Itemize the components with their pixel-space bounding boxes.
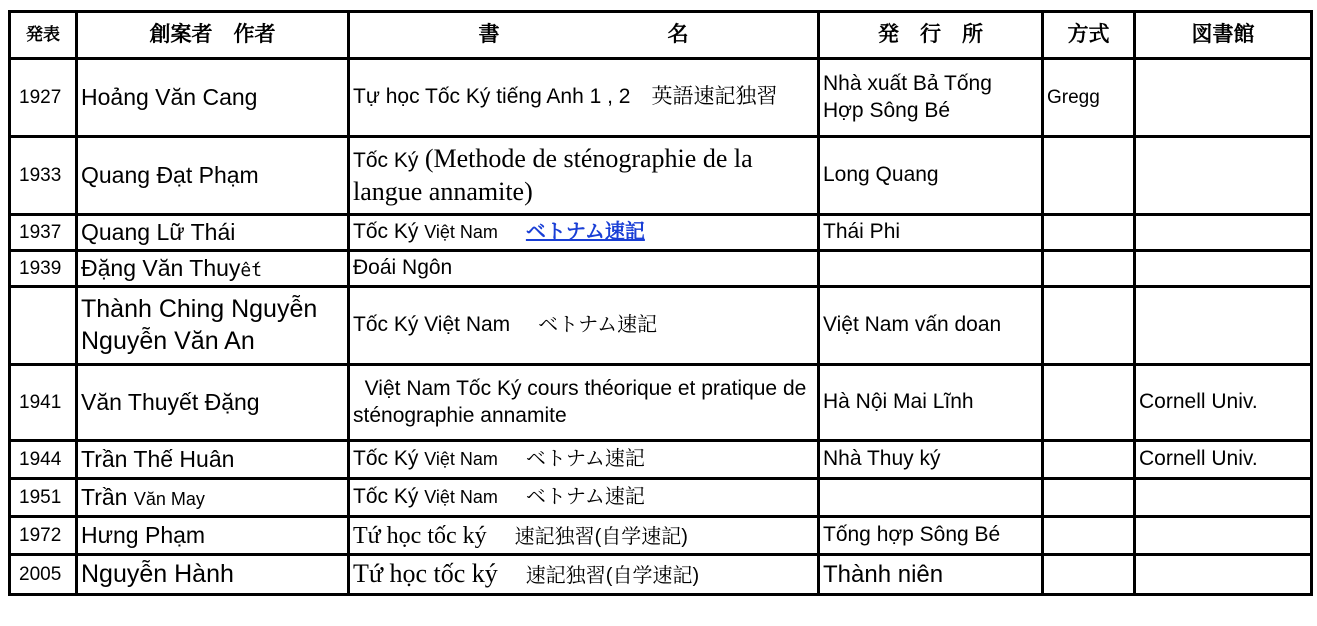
- table-row: [10, 137, 1312, 215]
- cell-method: [1043, 555, 1135, 595]
- cell-year: [10, 287, 77, 365]
- cell-author: Văn Thuyết Đặng: [77, 365, 349, 441]
- cell-publisher: Nhà Thuy ký: [819, 441, 1043, 479]
- cell-publisher: [819, 251, 1043, 287]
- header-year: 発表: [10, 12, 77, 59]
- title-part: Tốc Ký: [353, 220, 425, 244]
- cell-year: 1944: [10, 441, 77, 479]
- cell-year: 1951: [10, 479, 77, 517]
- title-part: 速記独習(自学速記): [514, 525, 688, 548]
- cell-year: 2005: [10, 555, 77, 595]
- cell-library: [1135, 555, 1312, 595]
- cell-method: [1043, 479, 1135, 517]
- title-part: Việt Nam: [424, 222, 498, 243]
- table-row: [10, 441, 1312, 479]
- author-part: Trần: [81, 484, 134, 511]
- cell-title: [349, 555, 819, 595]
- cell-publisher: Việt Nam vấn doan: [819, 287, 1043, 365]
- title-part: ベトナム速記: [525, 448, 645, 471]
- cell-year: 1927: [10, 59, 77, 137]
- cell-year: 1941: [10, 365, 77, 441]
- cell-method: [1043, 137, 1135, 215]
- cell-library: [1135, 287, 1312, 365]
- header-publisher: 発 行 所: [819, 12, 1043, 59]
- header-row: [10, 12, 1312, 59]
- table-row: [10, 251, 1312, 287]
- title-part: Việt Nam: [424, 449, 498, 470]
- cell-method: [1043, 251, 1135, 287]
- header-method: 方式: [1043, 12, 1135, 59]
- bibliography-table: [8, 10, 1313, 596]
- cell-author: Trần Thế Huân: [77, 441, 349, 479]
- cell-library: Cornell Univ.: [1135, 365, 1312, 441]
- table-row: [10, 479, 1312, 517]
- author-part: Văn May: [133, 489, 205, 510]
- cell-publisher: [819, 479, 1043, 517]
- cell-author: Hoảng Văn Cang: [77, 59, 349, 137]
- cell-author: [77, 479, 349, 517]
- cell-title: Đoái Ngôn: [349, 251, 819, 287]
- cell-author: Thành Ching Nguyễn Nguyễn Văn An: [77, 287, 349, 365]
- table-row: [10, 517, 1312, 555]
- cell-library: [1135, 137, 1312, 215]
- cell-library: [1135, 59, 1312, 137]
- cell-method: [1043, 517, 1135, 555]
- cell-publisher: Thành niên: [819, 555, 1043, 595]
- cell-method: [1043, 215, 1135, 251]
- cell-title: [349, 137, 819, 215]
- header-author: 創案者 作者: [77, 12, 349, 59]
- title-part: (Methode de sténographie de la langue annamite): [353, 144, 753, 206]
- cell-year: 1972: [10, 517, 77, 555]
- table-row: [10, 215, 1312, 251]
- cell-publisher: Nhà xuất Bả Tống Hợp Sông Bé: [819, 59, 1043, 137]
- title-part: ベトナム速記: [525, 486, 645, 509]
- cell-library: [1135, 517, 1312, 555]
- title-part: Tứ học tốc ký: [353, 559, 498, 589]
- cell-title: [349, 215, 819, 251]
- cell-method: [1043, 365, 1135, 441]
- cell-method: [1043, 441, 1135, 479]
- cell-year: 1933: [10, 137, 77, 215]
- author-part: ết: [240, 260, 263, 282]
- cell-title: Việt Nam Tốc Ký cours théorique et pratique de sténographie annamite: [349, 365, 819, 441]
- title-part: ベトナム速記: [538, 314, 658, 337]
- title-part: Tốc Ký: [353, 485, 425, 509]
- table-row: [10, 59, 1312, 137]
- cell-author: Hưng Phạm: [77, 517, 349, 555]
- table-row: [10, 365, 1312, 441]
- header-title: 書 名: [349, 12, 819, 59]
- title-part: 速記独習(自学速記): [525, 565, 700, 588]
- cell-publisher: Tống hợp Sông Bé: [819, 517, 1043, 555]
- table-row: [10, 287, 1312, 365]
- cell-publisher: Long Quang: [819, 137, 1043, 215]
- author-part: Đặng Văn Thuy: [81, 255, 241, 282]
- cell-title: [349, 479, 819, 517]
- title-part: Tốc Ký: [353, 447, 425, 471]
- cell-library: Cornell Univ.: [1135, 441, 1312, 479]
- cell-library: [1135, 251, 1312, 287]
- cell-author: Quang Đạt Phạm: [77, 137, 349, 215]
- cell-author: Nguyễn Hành: [77, 555, 349, 595]
- cell-title: [349, 441, 819, 479]
- cell-library: [1135, 215, 1312, 251]
- title-part: Tứ học tốc ký: [353, 522, 487, 549]
- title-link[interactable]: ベトナム速記: [525, 221, 645, 244]
- cell-method: Gregg: [1043, 59, 1135, 137]
- title-part: Tốc Ký: [353, 149, 419, 172]
- cell-library: [1135, 479, 1312, 517]
- title-part: Tốc Ký Việt Nam: [353, 313, 511, 337]
- cell-title: [349, 517, 819, 555]
- table-row: [10, 555, 1312, 595]
- cell-method: [1043, 287, 1135, 365]
- cell-title: Tự học Tốc Ký tiếng Anh 1 , 2 英語速記独習: [349, 59, 819, 137]
- cell-year: 1937: [10, 215, 77, 251]
- cell-title: [349, 287, 819, 365]
- cell-publisher: Thái Phi: [819, 215, 1043, 251]
- title-part: Việt Nam: [424, 487, 498, 508]
- cell-author: Quang Lữ Thái: [77, 215, 349, 251]
- cell-year: 1939: [10, 251, 77, 287]
- cell-author: [77, 251, 349, 287]
- cell-publisher: Hà Nội Mai Lĩnh: [819, 365, 1043, 441]
- header-library: 図書館: [1135, 12, 1312, 59]
